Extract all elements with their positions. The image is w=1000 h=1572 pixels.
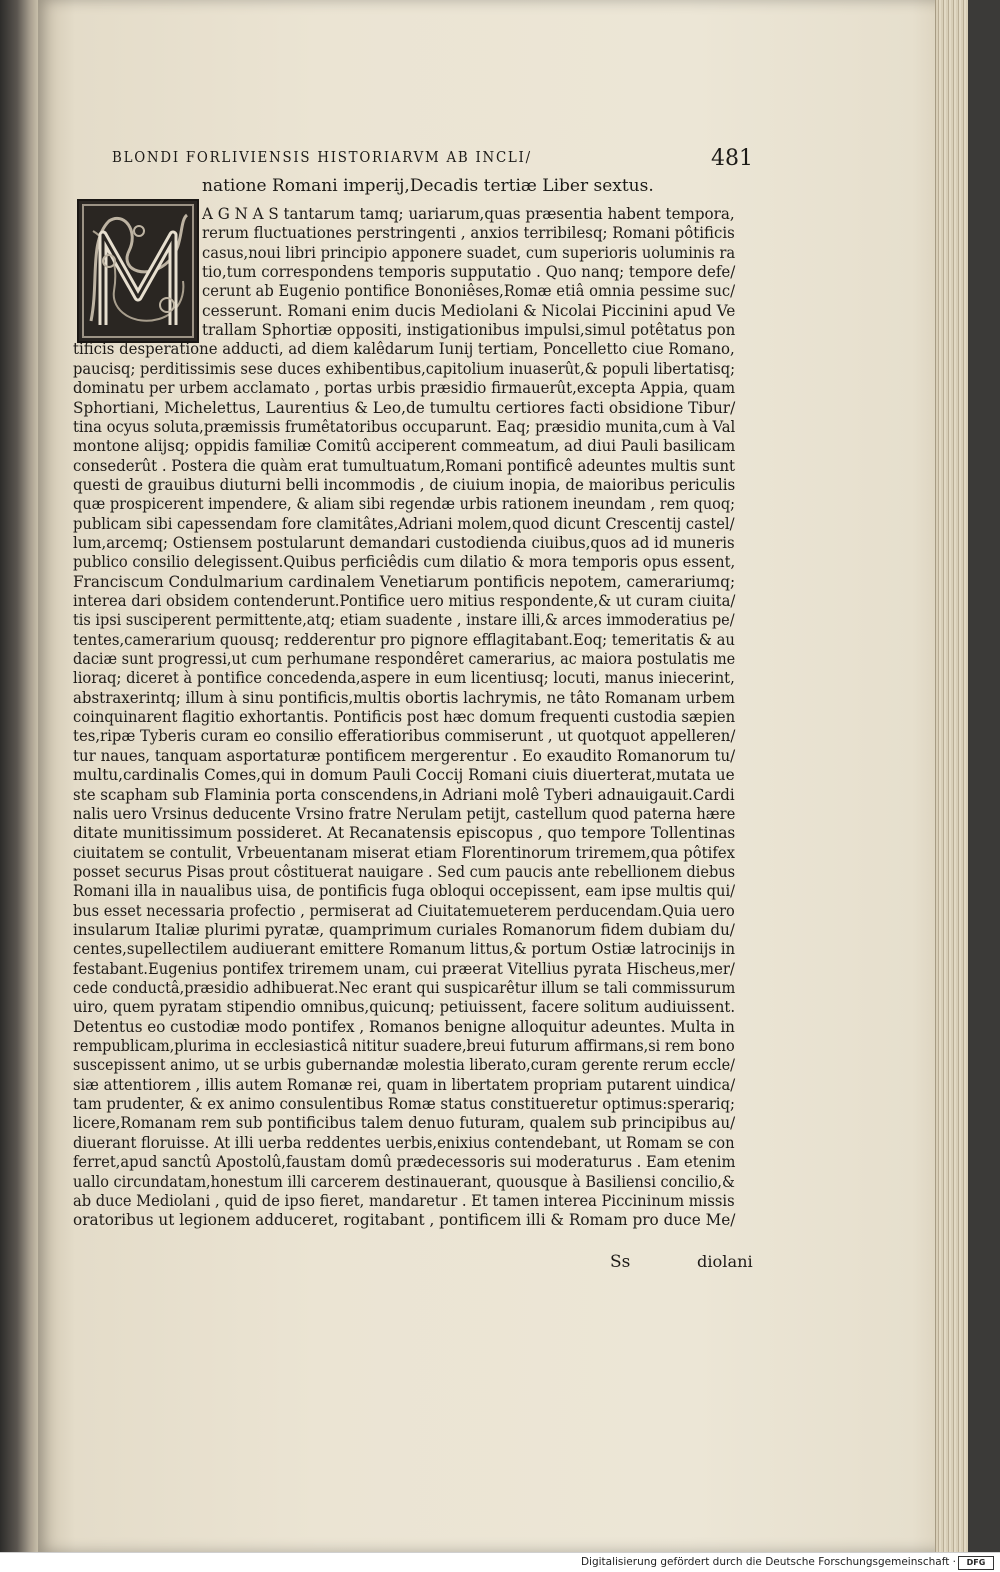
text-line: ciuitatem se contulit, Vrbeuentanam miserat etiam Florentinorum triremem,qua pôtifex: [73, 842, 735, 862]
text-line: daciæ sunt progressi,ut cum perhumane respondêret camerarius, ac maiora postulatis me: [73, 649, 736, 669]
text-line: uallo circundatam,honestum illi carcerem destinauerant, quousque à Basiliensi concilio,&: [73, 1171, 735, 1191]
text-line: publicam sibi capessendam fore clamitâtes,Adriani molem,quod dicunt Crescentij castel/: [73, 513, 735, 533]
dfg-logo-icon: DFG: [958, 1556, 994, 1570]
text-line: tentes,camerarium quousq; redderentur pro pignore efflagitabant.Eoq; temeritatis & au: [73, 629, 735, 649]
text-line: ditate munitissimum possideret. At Recanatensis episcopus , quo tempore Tollentinas: [73, 823, 736, 843]
text-line: siæ attentiorem , illis autem Romanæ rei, quam in libertatem propriam putarent uindica/: [73, 1074, 736, 1094]
text-line: insularum Italiæ plurimi pyratæ, quamprimum curiales Romanorum fidem dubiam du/: [73, 919, 735, 939]
text-line: lum,arcemq; Ostiensem postularunt demandari custodienda ciuibus,quos ad id muneris: [73, 532, 735, 552]
catchword: diolani: [697, 1252, 753, 1271]
text-line: lioraq; diceret à pontifice concedenda,aspere in eum licentiusq; locuti, manus iniecerint,: [73, 668, 735, 688]
text-line: Romani illa in naualibus uisa, de pontificis fuga obloqui occepissent, eam ipse multis qui/: [73, 881, 736, 901]
text-line: quæ prospicerent impendere, & aliam sibi regendæ urbis rationem ineundam , rem quoq;: [73, 494, 736, 514]
text-line: tio,tum correspondens temporis supputatio . Quo nanq; tempore defe/: [202, 262, 736, 282]
text-line: tur naues, tanquam asportaturæ pontificem mergerentur . Eo exaudito Romanorum tu/: [73, 745, 736, 765]
footer-bar: [0, 1552, 1000, 1572]
text-line: Detentus eo custodiæ modo pontifex , Romanos benigne alloquitur adeuntes. Multa in: [73, 1016, 735, 1036]
text-line: rerum fluctuationes perstringenti , anxios terribilesq; Romani pôtificis: [202, 223, 735, 243]
text-line: cerunt ab Eugenio pontifice Bononiêses,Romæ etiâ omnia pessime suc/: [202, 281, 736, 301]
text-line: cede conductâ,præsidio adhibuerat.Nec erant qui suspicarêtur illum se tali commissurum: [73, 978, 736, 997]
text-line: tis ipsi susciperent permittente,atq; etiam suadente , instare illi,& arces immoderatius pe/: [73, 610, 735, 630]
funding-credit: Digitalisierung gefördert durch die Deutsche Forschungsgemeinschaft ·: [580, 1556, 956, 1568]
text-line: paucisq; perditissimis sese duces exhibentibus,capitolium inuaserût,& populi libertatisq;: [73, 358, 736, 378]
text-line: ste scapham sub Flaminia porta conscendens,in Adriani molê Tyberi adnauigauit.Cardi: [73, 784, 735, 804]
text-line: ab duce Mediolani , quid de ipso fieret, mandaretur . Et tamen interea Piccininum missis: [73, 1190, 735, 1210]
chapter-subtitle: natione Romani imperij,Decadis tertiæ Liber sextus.: [202, 176, 654, 196]
text-line: ferret,apud sanctû Apostolû,faustam domû prædecessoris sui moderaturus . Eam etenim: [73, 1152, 736, 1172]
text-line: festabant.Eugenius pontifex triremem unam, cui præerat Vitellius pyrata Hischeus,mer/: [73, 958, 735, 978]
text-line: multu,cardinalis Comes,qui in domum Pauli Coccij Romani ciuis diuerterat,mutata ue: [73, 765, 735, 785]
text-line: cesserunt. Romani enim ducis Mediolani & Nicolai Piccinini apud Ve: [202, 300, 736, 320]
text-line: nalis uero Vrsinus deducente Vrsino fratre Nerulam petijt, castellum quod paterna hære: [73, 803, 736, 823]
text-line: diuerant floruisse. At illi uerba reddentes uerbis,enixius contendebant, ut Romam se con: [73, 1132, 735, 1152]
text-line: interea dari obsidem contenderunt.Pontifice uero mitius respondente,& ut curam ciuita/: [73, 591, 736, 610]
text-line: consederût . Postera die quàm erat tumultuatum,Romani pontificê adeuntes multis sunt: [73, 455, 736, 475]
page-edges: [935, 0, 968, 1552]
text-line: bus esset necessaria profectio , permiserat ad Ciuitatemueterem perducendam.Quia uero: [73, 900, 735, 920]
text-line: oratoribus ut legionem adduceret, rogitabant , pontificem illi & Romam pro duce Me/: [73, 1210, 736, 1230]
text-line: montone alijsq; oppidis familiæ Comitû acciperent commeatum, ad diui Pauli basilicam: [73, 436, 736, 456]
ornament-icon: [79, 201, 197, 341]
book-gutter: [0, 0, 38, 1552]
text-line: Sphortiani, Michelettus, Laurentius & Leo,de tumultu certiores facti obsidione Tibur/: [73, 397, 736, 417]
text-line: dominatu per urbem acclamato , portas urbis præsidio firmauerût,excepta Appia, quam: [73, 378, 736, 398]
text-line: licere,Romanam rem sub pontificibus talem denuo futuram, qualem sub principibus au/: [73, 1113, 736, 1133]
text-line: abstraxerintq; illum à sinu pontificis,multis obortis lachrymis, ne tâto Romanam urbem: [73, 687, 735, 707]
text-line: posset securus Pisas prout côstituerat nauigare . Sed cum paucis ante rebellionem diebus: [73, 861, 736, 881]
text-line: uiro, quem pyratam stipendio omnibus,quicunq; petiuissent, facere solitum audiuissent.: [73, 997, 736, 1017]
page-number: 481: [711, 146, 753, 171]
running-title: BLONDI FORLIVIENSIS HISTORIARVM AB INCLI/: [112, 150, 532, 166]
decorated-initial-m: [77, 199, 199, 343]
text-line: coinquinarent flagitio exhortantis. Pontificis post hæc domum frequenti custodia sæpien: [73, 707, 736, 727]
text-line: Franciscum Condulmarium cardinalem Venetiarum pontificis nepotem, camerariumq;: [73, 571, 736, 591]
text-line: tificis desperatione adducti, ad diem kalêdarum Iunij tertiam, Poncelletto ciue Romano,: [73, 339, 735, 359]
text-line: tam prudenter, & ex animo consulentibus Romæ status constitueretur optimus:sperariq;: [73, 1094, 735, 1114]
text-line: tes,ripæ Tyberis curam eo consilio efferatioribus commiserunt , ut quotquot appelleren/: [73, 726, 736, 746]
text-line: centes,supellectilem audiuerant emittere Romanum littus,& portum Ostiæ latrocinijs in: [73, 939, 736, 959]
text-line: suscepissent animo, ut se urbis gubernandæ molestia liberato,curam gerente rerum eccle/: [73, 1055, 736, 1075]
text-line: casus,noui libri principio apponere suadet, cum superioris uoluminis ra: [202, 242, 736, 262]
text-line: tina ocyus soluta,præmissis frumêtatoribus occuparunt. Eaq; præsidio munita,cum à Val: [73, 416, 736, 436]
text-line: questi de grauibus diuturni belli incommodis , de ciuium inopia, de maioribus periculis: [73, 474, 736, 494]
text-line: publico consilio delegissent.Quibus perficiêdis cum dilatio & mora temporis opus essent,: [73, 552, 736, 572]
text-line: rempublicam,plurima in ecclesiasticâ nititur suadere,breui futurum affirmans,si rem bono: [73, 1036, 735, 1056]
text-line: A G N A S tantarum tamq; uariarum,quas præsentia habent tempora,: [202, 204, 735, 223]
text-line: trallam Sphortiæ oppositi, instigationibus impulsi,simul potêtatus pon: [202, 320, 736, 340]
signature-mark: Ss: [610, 1252, 631, 1272]
